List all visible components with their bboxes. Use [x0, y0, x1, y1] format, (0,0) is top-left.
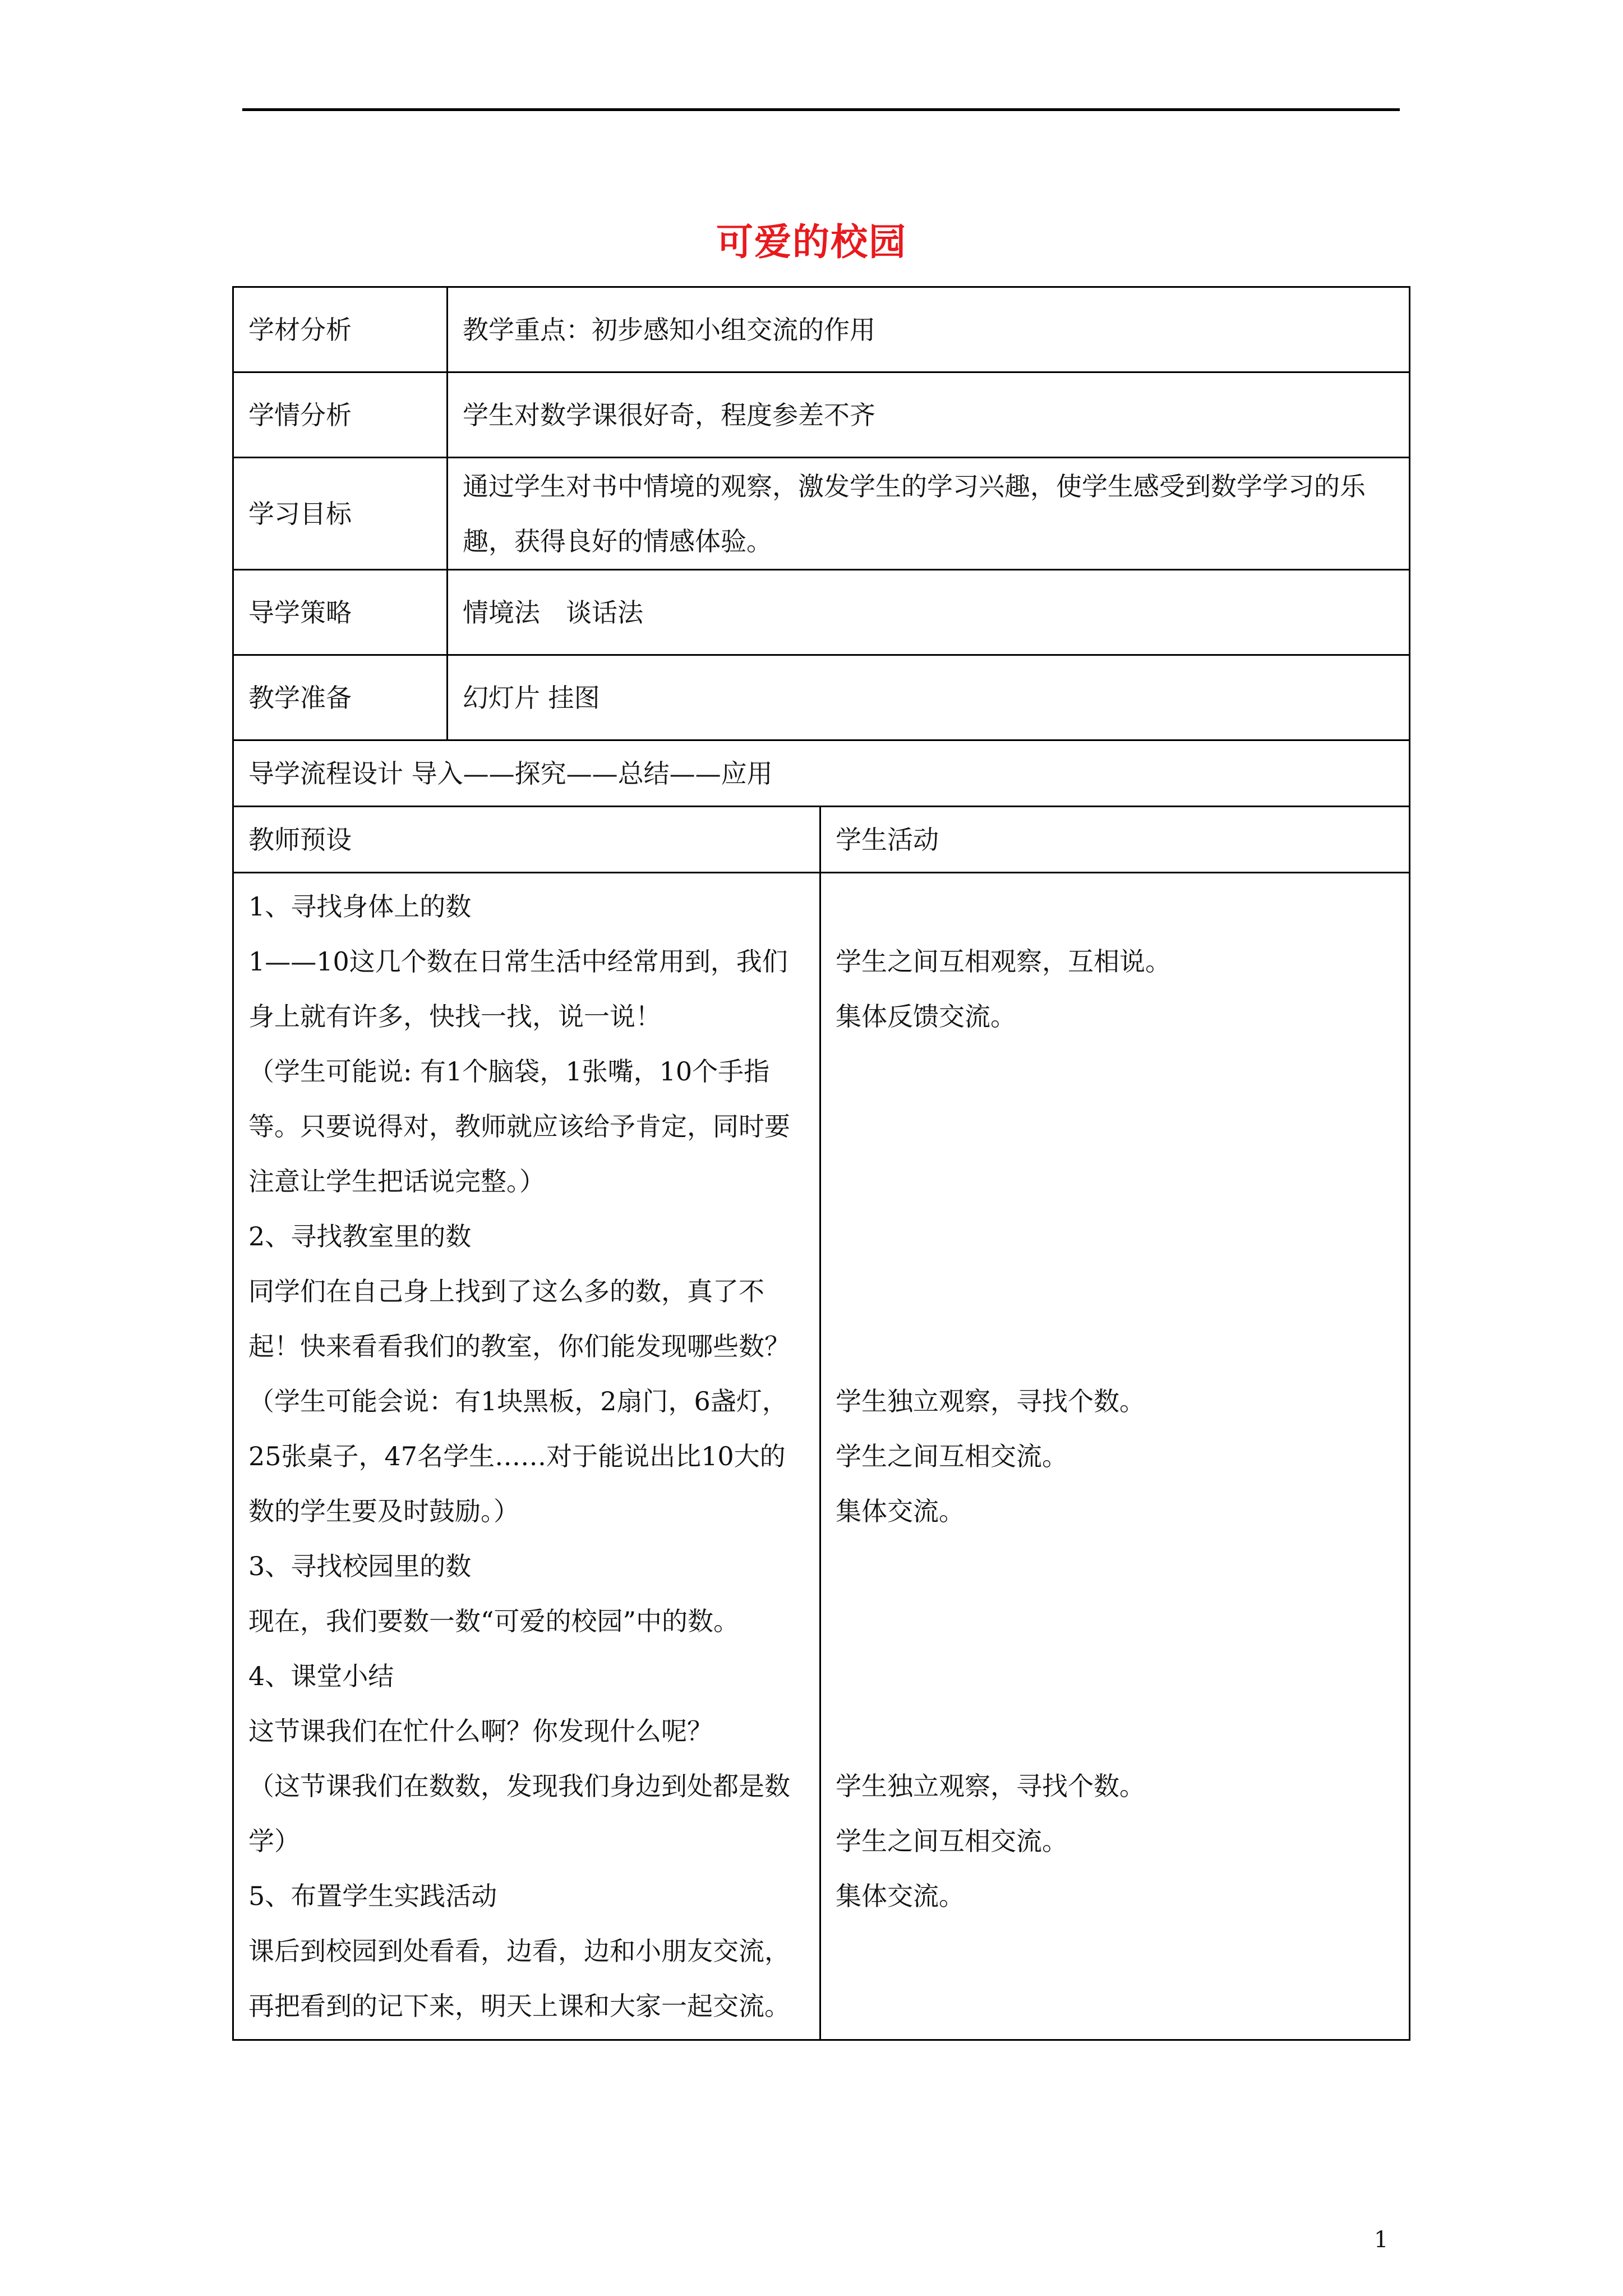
teacher-line: 3、寻找校园里的数 — [248, 1551, 472, 1581]
student-line: 集体交流。 — [836, 1496, 965, 1526]
row-content: 学生对数学课很好奇，程度参差不齐 — [448, 372, 1410, 458]
teacher-line: 4、课堂小结 — [248, 1661, 394, 1691]
row-label: 学情分析 — [233, 372, 448, 458]
document-title: 可爱的校园 — [716, 220, 907, 264]
teacher-line: 同学们在自己身上找到了这么多的数，真了不起！快来看看我们的教室，你们能发现哪些数？ — [248, 1276, 790, 1361]
row-content: 教学重点：初步感知小组交流的作用 — [448, 287, 1410, 372]
row-label: 学习目标 — [233, 458, 448, 570]
teacher-line: 2、寻找教室里的数 — [248, 1221, 472, 1251]
info-row — [233, 655, 1410, 740]
row-label: 导学策略 — [233, 570, 448, 655]
row-content: 幻灯片 挂图 — [448, 655, 1410, 740]
teacher-line: （学生可能会说：有1块黑板，2扇门，6盏灯，25张桌子，47名学生……对于能说出比10大的数的学生要及时鼓励。） — [248, 1386, 788, 1526]
page-number: 1 — [1374, 2227, 1389, 2253]
row-label: 教学准备 — [233, 655, 448, 740]
teacher-line: 1——10这几个数在日常生活中经常用到，我们身上就有许多，快找一找，说一说！ — [248, 946, 788, 1032]
row-label: 学材分析 — [233, 287, 448, 372]
row-content: 情境法 谈话法 — [448, 570, 1410, 655]
flow-design-text: 导学流程设计 导入——探究——总结——应用 — [233, 740, 1410, 807]
teacher-presets-cell — [233, 873, 820, 2040]
teacher-line: 现在，我们要数一数“可爱的校园”中的数。 — [248, 1606, 740, 1636]
student-line: 学生之间互相交流。 — [836, 1826, 1068, 1856]
lesson-plan-table — [232, 286, 1410, 2041]
info-row — [233, 458, 1410, 570]
info-row — [233, 287, 1410, 372]
student-line: 学生独立观察，寻找个数。 — [836, 1771, 1145, 1801]
teacher-line: （这节课我们在数数，发现我们身边到处都是数学） — [248, 1771, 790, 1856]
column-header-row — [233, 807, 1410, 873]
teacher-line: 5、布置学生实践活动 — [248, 1881, 497, 1911]
info-row — [233, 372, 1410, 458]
student-column-header: 学生活动 — [820, 807, 1410, 873]
teacher-line: 这节课我们在忙什么啊？你发现什么呢？ — [248, 1716, 713, 1746]
teacher-line: （学生可能说: 有1个脑袋，1张嘴，10个手指等。只要说得对，教师就应该给予肯定，同时要注意让学生把话说完整。） — [248, 1056, 790, 1197]
student-line: 学生独立观察，寻找个数。 — [836, 1386, 1145, 1416]
student-line: 学生之间互相交流。 — [836, 1441, 1068, 1471]
student-activities-cell — [820, 873, 1410, 2040]
header-rule — [242, 108, 1400, 111]
flow-design-row — [233, 740, 1410, 807]
teacher-line: 课后到校园到处看看，边看，边和小朋友交流，再把看到的记下来，明天上课和大家一起交流。 — [248, 1936, 790, 2021]
teacher-line: 1、寻找身体上的数 — [248, 891, 472, 922]
row-content: 通过学生对书中情境的观察，激发学生的学习兴趣，使学生感受到数学学习的乐趣，获得良好的情感体验。 — [448, 458, 1410, 570]
student-line: 集体交流。 — [836, 1881, 965, 1911]
flow-content-row — [233, 873, 1410, 2040]
info-row — [233, 570, 1410, 655]
teacher-column-header: 教师预设 — [233, 807, 820, 873]
student-line: 集体反馈交流。 — [836, 1001, 1016, 1032]
student-line: 学生之间互相观察，互相说。 — [836, 946, 1171, 977]
